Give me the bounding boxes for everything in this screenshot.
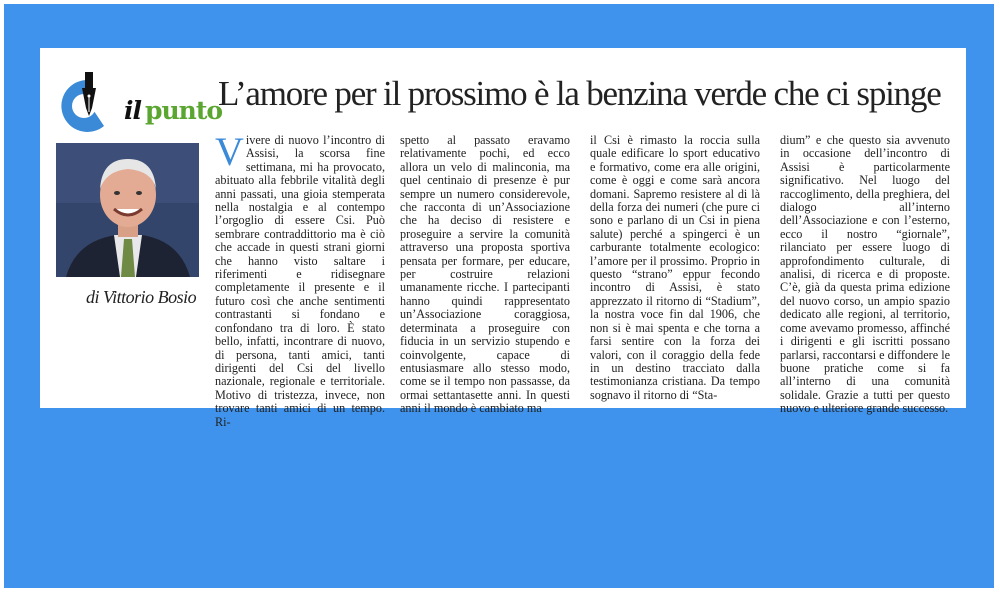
section-name: punto [145,96,223,125]
article-column-3 [590,134,760,402]
section-prefix: il [124,96,141,125]
section-logo [54,72,223,142]
pen-nib-icon [54,72,124,132]
article-column-1 [215,129,385,429]
author-photo [56,143,199,277]
drop-cap: V [215,129,244,174]
page-background [4,4,994,588]
column-3-text: il Csi è rimasto la roccia sulla quale edificare lo sport educativo e formativo, come era alle origini, come è oggi e come sarà ancora domani. Sapremo resistere al di là della forza dei numeri (che pure ci sono e parlano di un Csi in piena salute) perché a spingerci è un carburante totalmente ecologico: l’amore per il prossimo. Proprio in questo “strano” eppur fecondo incontro di Assisi, è stato apprezzato il ritorno di “Stadium”, la nostra voce fin dal 1906, che non si è mai spenta e che torna a farsi sentire con la forza dei valori, con il coraggio della fede in un destino tracciato dalla testimonianza cristiana. Da tempo sognavo il ritorno di “Sta- [590,133,760,402]
headline: L’amore per il prossimo è la benzina verde che ci spinge [218,74,941,113]
article-column-4 [780,134,950,416]
article-column-2 [400,134,570,416]
column-2-text: spetto al passato eravamo relativamente pochi, ed ecco allora un velo di malinconia, ma quel centinaio di presenze è pur sempre un numero considerevole, che racconta di un’Associazione che ha deciso di resistere e proseguire a servire la comunità attraverso una proposta sportiva pensata per formare, per educare, per costruire relazioni umanamente ricche. I partecipanti hanno quindi rappresentato un’Associazione coraggiosa, determinata a proseguire con fiducia in un servizio stupendo e coinvolgente, capace di entusiasmare allo stesso modo, come se il tempo non passasse, da ormai settantasette anni. In questi anni il mondo è cambiato ma [400,133,570,416]
byline: di Vittorio Bosio [86,287,197,307]
article-card [40,48,966,429]
column-4-text: dium” e che questo sia avvenuto in occasione dell’incontro di Assisi è particolarmente significativo. Nel luogo del raccoglimento, della preghiera, del dialogo all’interno dell’Associazione e con l’esterno, ecco il nostro “giornale”, rilanciato per essere luogo di approfondimento culturale, di analisi, di ricerca e di proposte. C’è, già da questa prima edizione del nuovo corso, un ampio spazio dedicato alle regioni, al territorio, come avevamo promesso, affinché i dirigenti e gli iscritti possano parlarsi, raccontarsi e diffondere le buone pratiche come si fa all’interno di una comunità solidale. Grazie a tutti per questo nuovo e ulteriore grande successo. [780,133,950,416]
column-1-text: ivere di nuovo l’incontro di Assisi, la scorsa fine settimana, mi ha provocato, abituato alla febbrile vitalità degli anni passati, una gioia stemperata nella nostalgia e al contempo l’orgoglio di essere Csi. Può sembrare contraddittorio ma è ciò che accade in questi strani giorni che hanno visto saltare i riferimenti e ridisegnare completamente il presente e il futuro così che anche sentimenti contrastanti si fondano e confondano tra di loro. È stato bello, infatti, incontrare di nuovo, di persona, tanti amici, tanti dirigenti del Csi del livello nazionale, regionale e territoriale. Motivo di tristezza, invece, non trovare tanti amici di un tempo. Ri- [215,133,385,429]
